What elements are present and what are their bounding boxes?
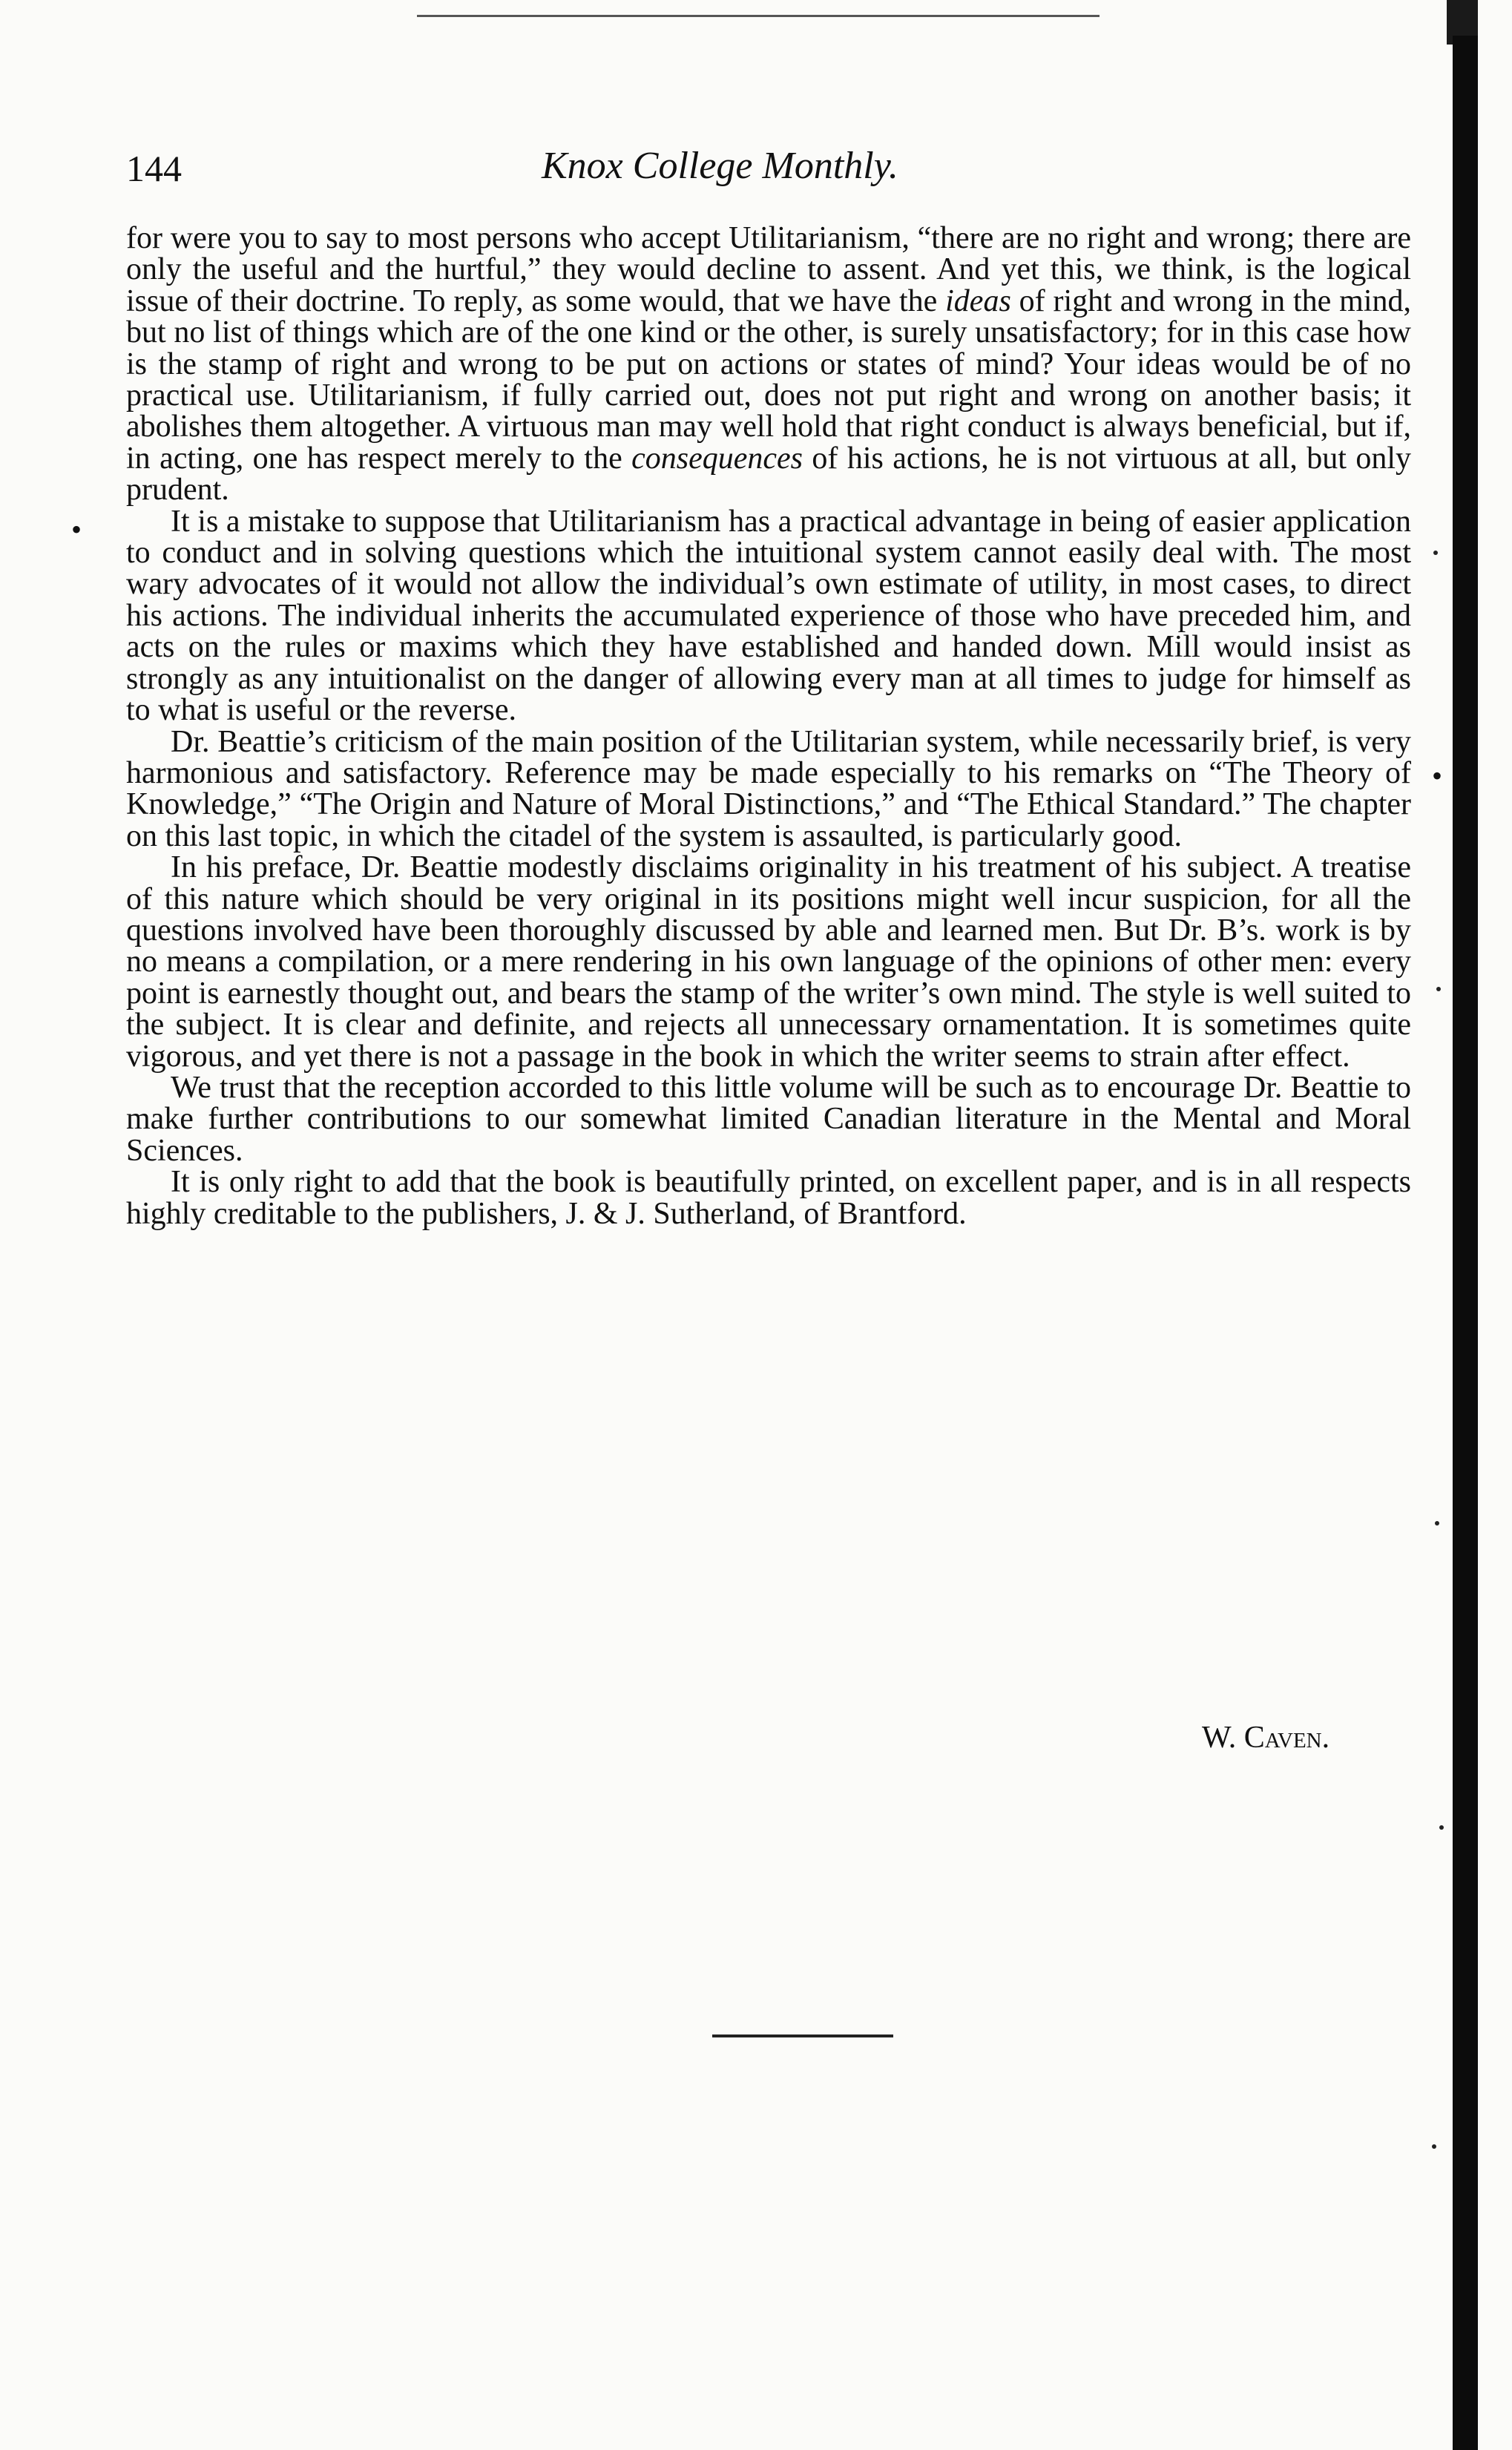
- article-body: [126, 223, 1411, 1229]
- page-header: [126, 147, 1432, 206]
- paragraph: [126, 506, 1411, 726]
- paragraph-text: In his preface, Dr. Beattie modestly disclaims originality in his treatment of his subject. A treatise of this nature which should be very original in its positions might well incur suspicion, for all the questions involved have been thoroughly discussed by able and learned men. But Dr. B’s. work is by no means a compilation, or a mere rendering in his own language of the opinions of other men: every point is earnestly thought out, and bears the stamp of the writer’s own mind. The style is well suited to the subject. It is clear and definite, and rejects all unnecessary ornamentation. It is sometimes quite vigorous, and yet there is not a passage in the book in which the writer seems to strain after effect.: [126, 850, 1411, 1074]
- scan-speck: [1436, 987, 1441, 991]
- paragraph: [126, 1166, 1411, 1229]
- paragraph-text: It is only right to add that the book is beautifully printed, on excellent paper, and is in all respects highly creditable to the publishers, J. & J. Sutherland, of Brantford.: [126, 1165, 1411, 1231]
- running-title: Knox College Monthly.: [542, 145, 898, 187]
- paragraph-text: Dr. Beattie’s criticism of the main position of the Utilitarian system, while necessarily brief, is very harmonious and satisfactory. Reference may be made especially to his remarks on “The Theory of Knowledge,” “The Origin and Nature of Moral Distinctions,” and “The Ethical Standard.” The chapter on this last topic, in which the citadel of the system is assaulted, is particularly good.: [126, 724, 1411, 853]
- scan-speck: [1439, 1825, 1444, 1830]
- italic-emphasis: consequences: [631, 441, 803, 476]
- italic-emphasis: ideas: [945, 283, 1011, 318]
- paragraph: [126, 852, 1411, 1072]
- paragraph: [126, 726, 1411, 853]
- margin-bullet: •: [1432, 759, 1443, 792]
- page-number: 144: [126, 148, 182, 189]
- end-rule: [712, 2034, 893, 2037]
- scan-speck: [1435, 1521, 1439, 1525]
- scan-edge-shadow: [1453, 36, 1478, 2450]
- paragraph-text: of right and wrong in the mind, but no list of things which are of the one kind or the other, is surely unsatisfactory; for in this case how is the stamp of right and wrong to be put on actions or states of mind? Your ideas would be of no practical use. Utilitarianism, if fully carried out, does not put right and wrong on another basis; it abolishes them altogether. A virtuous man may well hold that right conduct is always beneficial, but if, in acting, one has respect merely to the: [126, 283, 1411, 476]
- scan-speck: [1433, 551, 1438, 555]
- paragraph-text: We trust that the reception accorded to this little volume will be such as to encourage Dr. Beattie to make further contributions to our somewhat limited Canadian literature in the Mental and Moral Sciences.: [126, 1070, 1411, 1168]
- paragraph: [126, 223, 1411, 506]
- paragraph-text: It is a mistake to suppose that Utilitarianism has a practical advantage in being of easier application to conduct and in solving questions which the intuitional system cannot easily deal with. The most wary advocates of it would not allow the individual’s own estimate of utility, in most cases, to direct his actions. The individual inherits the accumulated experience of those who have preceded him, and acts on the rules or maxims which they have established and handed down. Mill would insist as strongly as any intuitionalist on the danger of allowing every man at all times to judge for himself as to what is useful or the reverse.: [126, 504, 1411, 728]
- paragraph-text: for were you to say to most persons who accept Utilitarianism, “there are no right and wrong; there are only the useful and the hurtful,” they would decline to assent. And yet this, we think, is the logical issue of their doctrine. To reply, as some would, that we have the: [126, 221, 1411, 318]
- author-signature: W. Caven.: [1202, 1721, 1330, 1755]
- top-rule: [417, 15, 1100, 17]
- paragraph: [126, 1072, 1411, 1166]
- scan-speck: [1432, 2144, 1436, 2149]
- paragraph-text: of his actions, he is not virtuous at all, but only prudent.: [126, 441, 1411, 508]
- margin-bullet: •: [71, 513, 82, 546]
